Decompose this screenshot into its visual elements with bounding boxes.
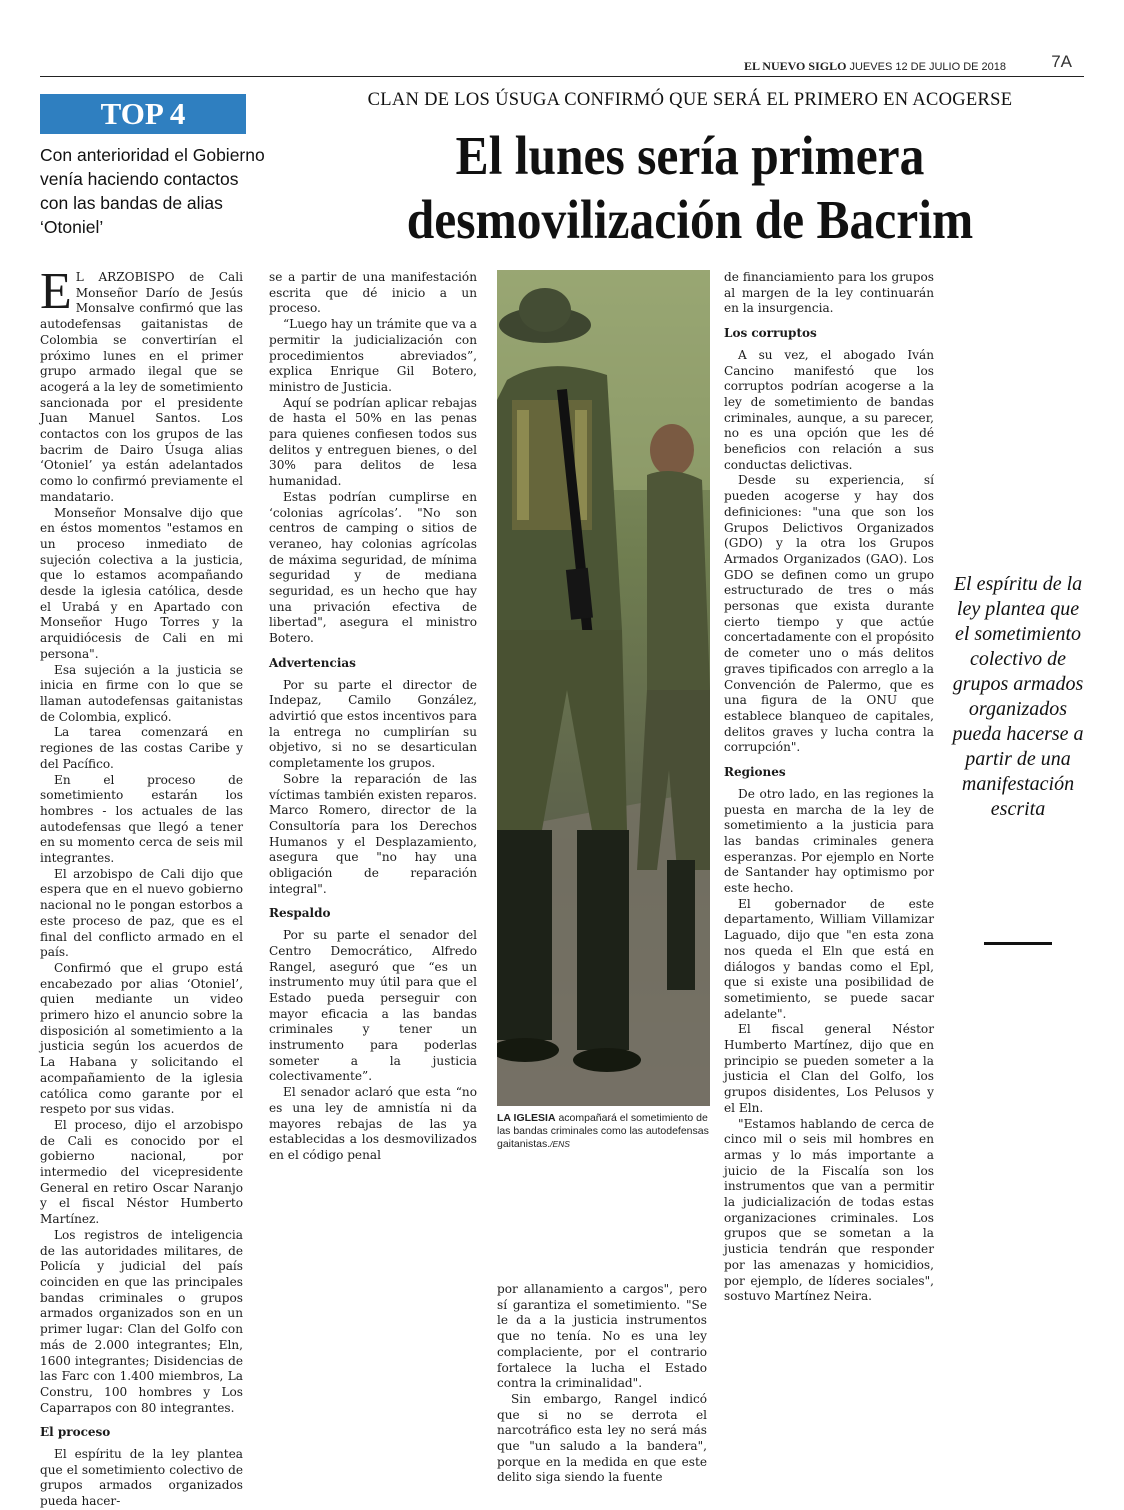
issue-date: JUEVES 12 DE JULIO DE 2018 <box>849 61 1006 73</box>
top-deck-text: Con anterioridad el Gobierno venía haciendo contactos con las bandas de alias ‘Otoniel’ <box>40 145 265 237</box>
headline-line-1: El lunes sería primera <box>455 125 925 186</box>
column-paragraph: Desde su experiencia, sí pueden acogerse y hay dos definiciones: "una que son los Grupos Delictivos Organizados (GDO) y la otra los Grupos Armados Organizados (GAO). Los GDO se definen como un grupo estructurado de tres o más personas que exista durante cierto tiempo y que actúe concertadamente con el propósito de cometer uno o más delitos graves tipificados con arreglo a la Convención de Palermo, que es una figura de la ONU que establece blanqueo de capitales, delitos graves y lucha contra la corrupción". <box>724 473 934 755</box>
column-paragraph: El senador aclaró que esta “no es una ley de amnistía ni da mayores rebajas de las ya establecidas a los desmovilizados en el código penal <box>269 1085 477 1162</box>
column-paragraph: “Luego hay un trámite que va a permitir la judicialización con procedimientos abreviados”, explica Enrique Gil Botero, ministro de Justicia. <box>269 317 477 394</box>
column-paragraph: de financiamiento para los grupos al margen de la ley continuarán en la insurgencia. <box>724 270 934 316</box>
article-kicker: CLAN DE LOS ÚSUGA CONFIRMÓ QUE SERÁ EL PRIMERO EN ACOGERSE <box>367 90 1013 110</box>
article-column-3 <box>497 1282 707 1486</box>
column-paragraph: El arzobispo de Cali dijo que espera que en el nuevo gobierno nacional no le pongan estorbos a este proceso de paz, que es el final del conflicto armado en el país. <box>40 866 243 960</box>
column-paragraph: El proceso, dijo el arzobispo de Cali es conocido por el gobierno nacional, por intermedio del vicepresidente General en retiro Oscar Naranjo y el fiscal Néstor Humberto Martínez. <box>40 1117 243 1227</box>
masthead <box>40 50 1084 77</box>
subhead-los-corruptos: Los corruptos <box>724 326 817 341</box>
headline-line-2: desmovilización de Bacrim <box>406 189 974 250</box>
caption-text: acompañará el sometimiento de las bandas criminales como las autodefensas gaitanistas. <box>497 1112 709 1150</box>
article-column-2 <box>269 270 477 1164</box>
drop-cap: E <box>40 263 72 320</box>
news-photo <box>497 270 710 1106</box>
column-paragraph: por allanamiento a cargos", pero sí garantiza el sometimiento. "Se le da a la justicia instrumentos que no tenía. No es una ley complaciente, por el contrario fortalece la lucha el Estado contra la criminalidad". <box>497 1282 707 1391</box>
subhead-advertencias: Advertencias <box>269 655 356 670</box>
column-paragraph: El espíritu de la ley plantea que el sometimiento colectivo de grupos armados organizados pueda hacer- <box>40 1447 243 1509</box>
column-paragraph: Los registros de inteligencia de las autoridades militares, de Policía y judicial del país coinciden en que las principales bandas criminales o grupos armados organizados son en un primer lugar: Clan del Golfo con más de 2.000 integrantes; Eln, 1600 integrantes; Disidencias de las Farc con 1.400 miembros, La Constru, 100 hombres y Los Caparrapos con 80 integrantes. <box>40 1227 243 1415</box>
article-column-1 <box>40 263 243 1510</box>
column-paragraph: Sin embargo, Rangel indicó que si no se derrota el narcotráfico esta ley no será más que "un saludo a la bandera", porque en la medida en que este delito siga siendo la fuente <box>497 1391 707 1485</box>
paper-date-line <box>744 59 1006 74</box>
subhead-regiones: Regiones <box>724 765 786 780</box>
soldiers-photo-illustration <box>497 270 710 1106</box>
paper-name: EL NUEVO SIGLO <box>743 59 847 73</box>
article-headline <box>339 124 1041 252</box>
column-paragraph: Aquí se podrían aplicar rebajas de hasta el 50% en las penas para quienes confiesen todos sus delitos y entreguen bienes, o del 30% para delitos de lesa humanidad. <box>269 395 477 489</box>
column-paragraph: A su vez, el abogado Iván Cancino manifestó que los corruptos podrían acogerse a la ley de sometimiento de bandas criminales, aunque, a su parecer, no es una opción que les dé beneficios con relación a sus conductas delictivas. <box>724 347 934 472</box>
column-paragraph: El fiscal general Néstor Humberto Martínez, dijo que en principio se pueden someter a la justicia el Clan del Golfo, los grupos disidentes, Los Pelusos y el Eln. <box>724 1022 934 1115</box>
column-paragraph: Por su parte el director de Indepaz, Camilo González, advirtió que estos incentivos para la entrega no cumplirían su objetivo, si no se desarticulan completamente los grupos. <box>269 677 477 771</box>
photo-credit: /ENS <box>550 1139 570 1149</box>
column-paragraph: De otro lado, en las regiones la puesta en marcha de la ley de sometimiento a la justicia para las bandas criminales genera esperanzas. Por ejemplo en Norte de Santander hay optimismo por este hecho. <box>724 786 934 896</box>
photo-caption <box>497 1112 712 1151</box>
subhead-respaldo: Respaldo <box>269 906 331 921</box>
top-label-box: TOP 4 <box>40 94 246 134</box>
column-paragraph: En el proceso de sometimiento estarán los hombres - los actuales de las autodefensas que llegó a tener en su momento cerca de seis mil integrantes. <box>40 772 243 866</box>
article-column-4 <box>724 270 934 1305</box>
column-paragraph: "Estamos hablando de cerca de cinco mil o seis mil hombres en armas y lo más importante a juicio de la Fiscalía son los instrumentos que van a permitir la judicialización de todas estas organizaciones criminales. Los grupos que se sometan a la justicia tendrán que responder por las amenazas y homicidios, por ejemplo, de líderes sociales", sostuvo Martínez Neira. <box>724 1116 934 1304</box>
caption-lead: LA IGLESIA <box>497 1112 556 1124</box>
subhead-el-proceso: El proceso <box>40 1425 111 1440</box>
column-paragraph: Estas podrían cumplirse en ‘colonias agrícolas’. "No son centros de camping o sitios de veraneo, hay colonias agrícolas de máxima seguridad, de mínima seguridad y de mediana seguridad, es un hecho que hay una privación efectiva de libertad", asegura el ministro Botero. <box>269 489 477 646</box>
column-paragraph: Sobre la reparación de las víctimas también existen reparos. Marco Romero, director de la Consultoría para los Derechos Humanos y el Desplazamiento, asegura que "no hay una obligación de reparación integral". <box>269 771 477 896</box>
column-paragraph: El gobernador de este departamento, William Villamizar Laguado, dijo que "en esta zona nos queda el Eln que está en diálogos y bandas como el Epl, que si existe una posibilidad de sometimiento, se puede sacar adelante". <box>724 896 934 1021</box>
column-paragraph: Confirmó que el grupo está encabezado por alias ‘Otoniel’, quien mediante un video primero hizo el anuncio sobre la disposición al sometimiento a la justicia según los acuerdos de La Habana y solicitando el acompañamiento de la iglesia católica como garante por el respeto por sus vidas. <box>40 960 243 1117</box>
column-paragraph: E L ARZOBISPO de Cali Monseñor Darío de Jesús Monsalve confirmó que las autodefensas gaitanistas de Colombia se convertirían el próximo lunes en el primer grupo armado ilegal que se acogerá a la ley de sometimiento sancionada por el presidente Juan Manuel Santos. Los contactos con los grupos de las bacrim de Dairo Úsuga alias ‘Otoniel’ ya están adelantados como lo confirmó previamente el mandatario. <box>40 263 243 504</box>
column-paragraph: Monseñor Monsalve dijo que en éstos momentos "estamos en un proceso inmediato de sujeción colectiva a la justicia, que lo estamos acompañando desde la iglesia católica, desde el Urabá y en Apartado con Monseñor Hugo Torres y la arquidiócesis de Cali en mi persona". <box>40 505 243 661</box>
column-paragraph: Por su parte el senador del Centro Democrático, Alfredo Rangel, aseguró que “es un instrumento muy útil para que el Estado pueda perseguir con mayor eficacia a las bandas criminales y tener un instrumento para poderlas someter a la justicia colectivamente”. <box>269 928 477 1084</box>
pull-quote-rule <box>984 942 1052 945</box>
column-paragraph: La tarea comenzará en regiones de las costas Caribe y del Pacífico. <box>40 725 243 771</box>
column-paragraph: se a partir de una manifestación escrita que dé inicio a un proceso. <box>269 270 477 316</box>
pull-quote: El espíritu de la ley plantea que el sometimiento colectivo de grupos armados organizados pueda hacerse a partir de una manifestación escrita <box>952 573 1084 820</box>
column-paragraph: Esa sujeción a la justicia se inicia en firme con lo que se llaman autodefensas gaitanistas de Colombia, explicó. <box>40 662 243 724</box>
page-number: 7A <box>1051 52 1072 71</box>
